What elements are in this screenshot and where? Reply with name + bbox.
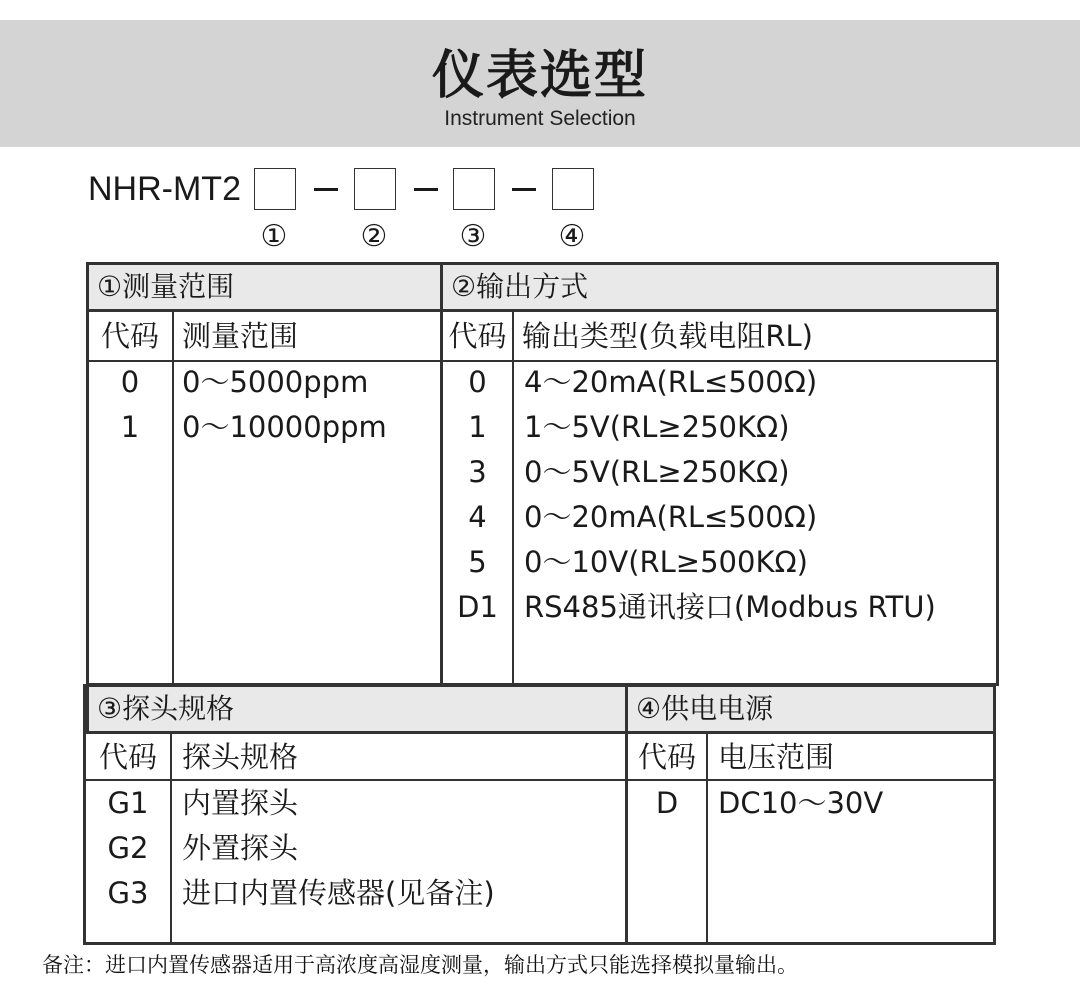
probe-col-desc: 探头规格 xyxy=(182,740,299,774)
output-row-code: D1 xyxy=(457,590,498,624)
probe-row-desc: 内置探头 xyxy=(182,786,299,820)
separator-dash xyxy=(314,188,338,191)
range-col-code: 代码 xyxy=(100,319,159,353)
page-title: 仪表选型 xyxy=(431,46,648,106)
output-row-code: 4 xyxy=(468,500,487,534)
section-header-range: ①测量范围 xyxy=(86,262,443,312)
page-subtitle: Instrument Selection xyxy=(444,107,636,130)
output-row-desc: 0～10V(RL≥500KΩ) xyxy=(524,545,808,579)
divider xyxy=(172,312,174,686)
position-marker-4: ④ xyxy=(558,219,586,254)
position-marker-1: ① xyxy=(260,219,288,254)
header-band xyxy=(0,20,1080,147)
probe-row-desc: 进口内置传感器(见备注) xyxy=(182,876,495,910)
divider xyxy=(170,734,172,945)
output-row-desc: 4～20mA(RL≤500Ω) xyxy=(524,365,818,399)
power-row-desc: DC10～30V xyxy=(718,786,884,820)
output-col-code: 代码 xyxy=(448,319,507,353)
power-col-desc: 电压范围 xyxy=(718,740,835,774)
separator-dash xyxy=(414,188,438,191)
range-row-code: 0 xyxy=(120,365,140,399)
probe-col-code: 代码 xyxy=(98,740,157,774)
section-header-output: ②输出方式 xyxy=(440,262,999,312)
probe-row-code: G3 xyxy=(107,876,149,910)
position-marker-3: ③ xyxy=(459,219,487,254)
probe-row-code: G1 xyxy=(107,786,149,820)
code-box-2 xyxy=(354,168,396,210)
probe-row-code: G2 xyxy=(107,831,149,865)
output-row-desc: 0～5V(RL≥250KΩ) xyxy=(524,455,790,489)
probe-row-desc: 外置探头 xyxy=(182,831,299,865)
code-box-1 xyxy=(254,168,296,210)
range-row-code: 1 xyxy=(120,410,140,444)
footnote: 备注：进口内置传感器适用于高浓度高湿度测量，输出方式只能选择模拟量输出。 xyxy=(42,953,798,977)
output-row-desc: RS485通讯接口(Modbus RTU) xyxy=(524,590,936,624)
output-row-desc: 1～5V(RL≥250KΩ) xyxy=(524,410,790,444)
divider xyxy=(706,734,708,945)
output-row-code: 5 xyxy=(468,545,487,579)
code-box-3 xyxy=(453,168,495,210)
power-col-code: 代码 xyxy=(637,740,696,774)
output-row-code: 0 xyxy=(468,365,487,399)
output-row-code: 1 xyxy=(468,410,487,444)
section-header-power: ④供电电源 xyxy=(625,684,996,734)
section-header-probe: ③探头规格 xyxy=(86,684,628,734)
power-row-code: D xyxy=(655,786,679,820)
separator-dash xyxy=(512,188,536,191)
divider xyxy=(512,312,514,686)
output-row-code: 3 xyxy=(468,455,487,489)
range-row-desc: 0～10000ppm xyxy=(182,410,387,444)
range-row-desc: 0～5000ppm xyxy=(182,365,369,399)
model-prefix: NHR-MT2 xyxy=(88,170,241,208)
code-box-4 xyxy=(552,168,594,210)
position-marker-2: ② xyxy=(360,219,388,254)
output-col-desc: 输出类型(负载电阻RL) xyxy=(522,319,813,353)
divider xyxy=(85,779,994,781)
range-col-desc: 测量范围 xyxy=(182,319,299,353)
output-row-desc: 0～20mA(RL≤500Ω) xyxy=(524,500,818,534)
